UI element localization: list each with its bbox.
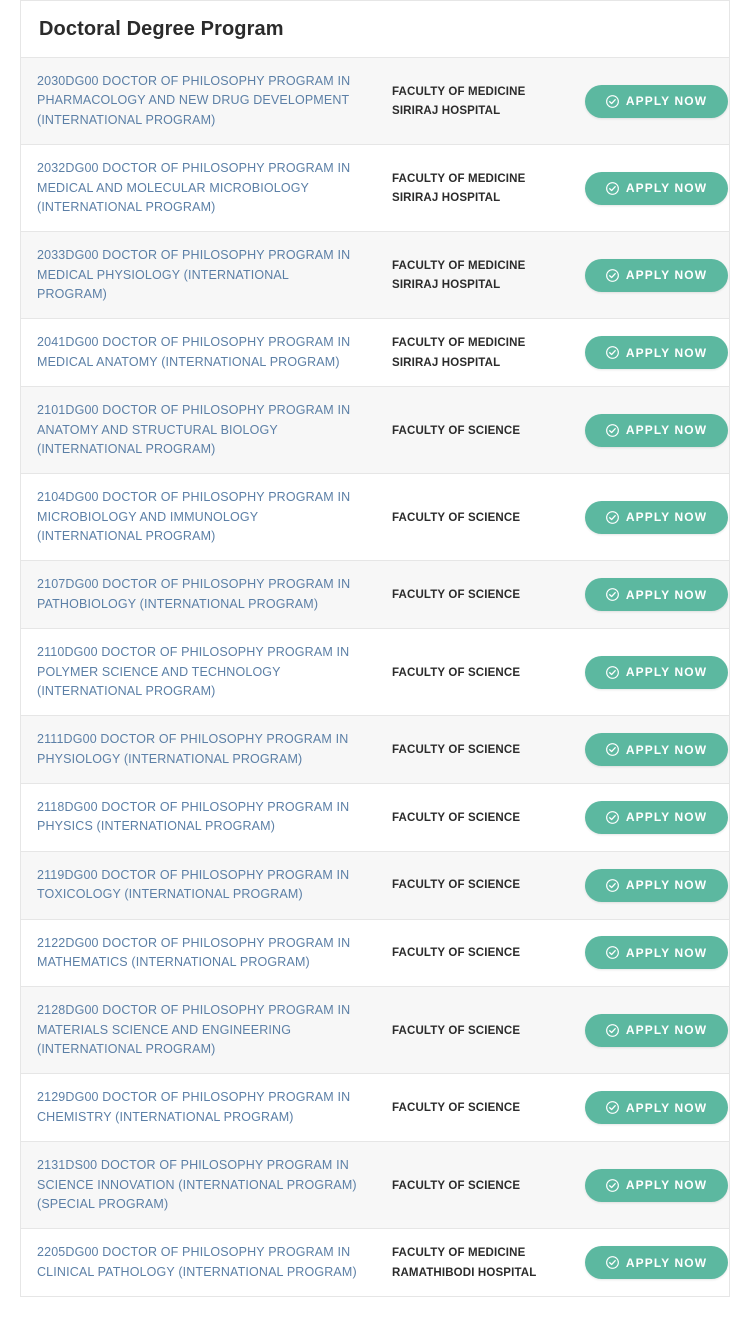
action-cell	[569, 851, 729, 919]
program-cell	[21, 987, 376, 1074]
apply-now-label: APPLY NOW	[625, 742, 708, 757]
program-link[interactable]: 2104DG00 DOCTOR OF PHILOSOPHY PROGRAM IN MICROBIOLOGY AND IMMUNOLOGY (INTERNATIONAL PROGRAM)	[37, 490, 351, 544]
action-cell	[569, 1142, 729, 1229]
apply-now-label: APPLY NOW	[625, 1100, 708, 1115]
program-cell	[21, 319, 376, 387]
program-link[interactable]: 2119DG00 DOCTOR OF PHILOSOPHY PROGRAM IN TOXICOLOGY (INTERNATIONAL PROGRAM)	[37, 867, 350, 902]
faculty-label: FACULTY OF MEDICINE SIRIRAJ HOSPITAL	[392, 85, 526, 118]
faculty-cell	[376, 987, 569, 1074]
faculty-cell	[376, 474, 569, 561]
faculty-cell	[376, 629, 569, 716]
program-link[interactable]: 2030DG00 DOCTOR OF PHILOSOPHY PROGRAM IN PHARMACOLOGY AND NEW DRUG DEVELOPMENT (INTERNATIONAL PROGRAM)	[37, 74, 351, 127]
apply-now-button[interactable]	[585, 869, 728, 902]
program-cell	[21, 561, 376, 629]
check-circle-icon	[606, 182, 619, 195]
faculty-label: FACULTY OF SCIENCE	[392, 1024, 521, 1037]
table-row	[21, 629, 729, 716]
action-cell	[569, 387, 729, 474]
faculty-label: FACULTY OF SCIENCE	[392, 666, 521, 679]
program-cell	[21, 474, 376, 561]
apply-now-button[interactable]	[585, 501, 728, 534]
check-circle-icon	[606, 811, 619, 824]
table-row	[21, 851, 729, 919]
program-cell	[21, 1229, 376, 1297]
apply-now-button[interactable]	[585, 259, 728, 292]
apply-now-label: APPLY NOW	[625, 1178, 708, 1193]
program-cell	[21, 629, 376, 716]
faculty-cell	[376, 145, 569, 232]
page-title: Doctoral Degree Program	[39, 18, 284, 40]
table-row	[21, 716, 729, 784]
check-circle-icon	[606, 588, 619, 601]
faculty-cell	[376, 1074, 569, 1142]
apply-now-button[interactable]	[585, 1246, 728, 1279]
table-row	[21, 919, 729, 987]
program-cell	[21, 919, 376, 987]
action-cell	[569, 919, 729, 987]
apply-now-label: APPLY NOW	[625, 181, 708, 196]
faculty-label: FACULTY OF SCIENCE	[392, 1179, 521, 1192]
table-row	[21, 58, 729, 145]
faculty-cell	[376, 919, 569, 987]
apply-now-button[interactable]	[585, 578, 728, 611]
apply-now-label: APPLY NOW	[625, 587, 708, 602]
apply-now-button[interactable]	[585, 733, 728, 766]
table-row	[21, 987, 729, 1074]
apply-now-button[interactable]	[585, 656, 728, 689]
faculty-cell	[376, 851, 569, 919]
panel-header	[21, 1, 729, 58]
check-circle-icon	[606, 879, 619, 892]
faculty-label: FACULTY OF MEDICINE RAMATHIBODI HOSPITAL	[392, 1247, 537, 1279]
check-circle-icon	[606, 666, 619, 679]
program-link[interactable]: 2122DG00 DOCTOR OF PHILOSOPHY PROGRAM IN MATHEMATICS (INTERNATIONAL PROGRAM)	[37, 935, 351, 969]
program-cell	[21, 716, 376, 784]
apply-now-button[interactable]	[585, 336, 728, 369]
program-link[interactable]: 2041DG00 DOCTOR OF PHILOSOPHY PROGRAM IN MEDICAL ANATOMY (INTERNATIONAL PROGRAM)	[37, 335, 351, 369]
table-row	[21, 1074, 729, 1142]
program-link[interactable]: 2118DG00 DOCTOR OF PHILOSOPHY PROGRAM IN PHYSICS (INTERNATIONAL PROGRAM)	[37, 800, 350, 834]
action-cell	[569, 1074, 729, 1142]
check-circle-icon	[606, 1024, 619, 1037]
table-row	[21, 319, 729, 387]
faculty-cell	[376, 232, 569, 319]
action-cell	[569, 319, 729, 387]
check-circle-icon	[606, 269, 619, 282]
apply-now-label: APPLY NOW	[625, 345, 708, 360]
check-circle-icon	[606, 424, 619, 437]
program-link[interactable]: 2129DG00 DOCTOR OF PHILOSOPHY PROGRAM IN CHEMISTRY (INTERNATIONAL PROGRAM)	[37, 1090, 351, 1124]
action-cell	[569, 58, 729, 145]
apply-now-label: APPLY NOW	[625, 423, 708, 438]
program-link[interactable]: 2110DG00 DOCTOR OF PHILOSOPHY PROGRAM IN POLYMER SCIENCE AND TECHNOLOGY (INTERNATIONAL PROGRAM)	[37, 645, 350, 698]
apply-now-label: APPLY NOW	[625, 94, 708, 109]
program-cell	[21, 1074, 376, 1142]
check-circle-icon	[606, 1256, 619, 1269]
program-cell	[21, 851, 376, 919]
table-row	[21, 387, 729, 474]
program-cell	[21, 58, 376, 145]
action-cell	[569, 716, 729, 784]
faculty-cell	[376, 784, 569, 852]
apply-now-label: APPLY NOW	[625, 945, 708, 960]
faculty-cell	[376, 716, 569, 784]
faculty-label: FACULTY OF SCIENCE	[392, 424, 521, 437]
program-cell	[21, 1142, 376, 1229]
faculty-label: FACULTY OF MEDICINE SIRIRAJ HOSPITAL	[392, 259, 526, 292]
faculty-label: FACULTY OF SCIENCE	[392, 1102, 521, 1115]
apply-now-button[interactable]	[585, 1014, 728, 1047]
apply-now-label: APPLY NOW	[625, 665, 708, 680]
action-cell	[569, 474, 729, 561]
apply-now-button[interactable]	[585, 85, 728, 118]
apply-now-button[interactable]	[585, 414, 728, 447]
table-row	[21, 145, 729, 232]
apply-now-button[interactable]	[585, 1091, 728, 1124]
program-link[interactable]: 2131DS00 DOCTOR OF PHILOSOPHY PROGRAM IN SCIENCE INNOVATION (INTERNATIONAL PROGRAM) (SPECIAL PROGRAM)	[37, 1158, 357, 1211]
table-row	[21, 1142, 729, 1229]
program-link[interactable]: 2111DG00 DOCTOR OF PHILOSOPHY PROGRAM IN PHYSIOLOGY (INTERNATIONAL PROGRAM)	[37, 732, 349, 766]
program-panel	[20, 0, 730, 1297]
table-row	[21, 561, 729, 629]
apply-now-button[interactable]	[585, 172, 728, 205]
check-circle-icon	[606, 743, 619, 756]
action-cell	[569, 987, 729, 1074]
apply-now-label: APPLY NOW	[625, 1023, 708, 1038]
apply-now-button[interactable]	[585, 1169, 728, 1202]
faculty-label: FACULTY OF SCIENCE	[392, 811, 521, 824]
action-cell	[569, 1229, 729, 1297]
faculty-label: FACULTY OF SCIENCE	[392, 743, 521, 756]
apply-now-label: APPLY NOW	[625, 268, 708, 283]
faculty-cell	[376, 387, 569, 474]
program-cell	[21, 232, 376, 319]
faculty-label: FACULTY OF MEDICINE SIRIRAJ HOSPITAL	[392, 337, 526, 369]
action-cell	[569, 145, 729, 232]
faculty-cell	[376, 1229, 569, 1297]
program-cell	[21, 387, 376, 474]
program-link[interactable]: 2107DG00 DOCTOR OF PHILOSOPHY PROGRAM IN PATHOBIOLOGY (INTERNATIONAL PROGRAM)	[37, 577, 351, 611]
faculty-label: FACULTY OF SCIENCE	[392, 589, 521, 602]
program-link[interactable]: 2033DG00 DOCTOR OF PHILOSOPHY PROGRAM IN MEDICAL PHYSIOLOGY (INTERNATIONAL PROGRAM)	[37, 248, 351, 301]
program-table-body	[21, 58, 729, 1297]
table-row	[21, 1229, 729, 1297]
apply-now-button[interactable]	[585, 801, 728, 834]
action-cell	[569, 629, 729, 716]
faculty-cell	[376, 319, 569, 387]
apply-now-label: APPLY NOW	[625, 878, 708, 893]
program-cell	[21, 145, 376, 232]
table-row	[21, 784, 729, 852]
check-circle-icon	[606, 95, 619, 108]
faculty-label: FACULTY OF SCIENCE	[392, 947, 521, 960]
action-cell	[569, 561, 729, 629]
faculty-cell	[376, 561, 569, 629]
check-circle-icon	[606, 511, 619, 524]
faculty-label: FACULTY OF MEDICINE SIRIRAJ HOSPITAL	[392, 172, 526, 205]
table-row	[21, 232, 729, 319]
apply-now-label: APPLY NOW	[625, 810, 708, 825]
table-row	[21, 474, 729, 561]
faculty-cell	[376, 58, 569, 145]
program-cell	[21, 784, 376, 852]
faculty-cell	[376, 1142, 569, 1229]
check-circle-icon	[606, 946, 619, 959]
check-circle-icon	[606, 1101, 619, 1114]
apply-now-label: APPLY NOW	[625, 510, 708, 525]
apply-now-label: APPLY NOW	[625, 1255, 708, 1270]
check-circle-icon	[606, 346, 619, 359]
action-cell	[569, 232, 729, 319]
action-cell	[569, 784, 729, 852]
program-link[interactable]: 2128DG00 DOCTOR OF PHILOSOPHY PROGRAM IN MATERIALS SCIENCE AND ENGINEERING (INTERNATIONAL PROGRAM)	[37, 1003, 351, 1057]
program-table	[21, 58, 729, 1297]
program-link[interactable]: 2032DG00 DOCTOR OF PHILOSOPHY PROGRAM IN MEDICAL AND MOLECULAR MICROBIOLOGY (INTERNATIONAL PROGRAM)	[37, 161, 351, 214]
program-link[interactable]: 2205DG00 DOCTOR OF PHILOSOPHY PROGRAM IN CLINICAL PATHOLOGY (INTERNATIONAL PROGRAM)	[37, 1245, 357, 1279]
program-link[interactable]: 2101DG00 DOCTOR OF PHILOSOPHY PROGRAM IN ANATOMY AND STRUCTURAL BIOLOGY (INTERNATIONAL PROGRAM)	[37, 403, 351, 456]
faculty-label: FACULTY OF SCIENCE	[392, 511, 521, 524]
check-circle-icon	[606, 1179, 619, 1192]
apply-now-button[interactable]	[585, 936, 728, 969]
faculty-label: FACULTY OF SCIENCE	[392, 879, 521, 892]
